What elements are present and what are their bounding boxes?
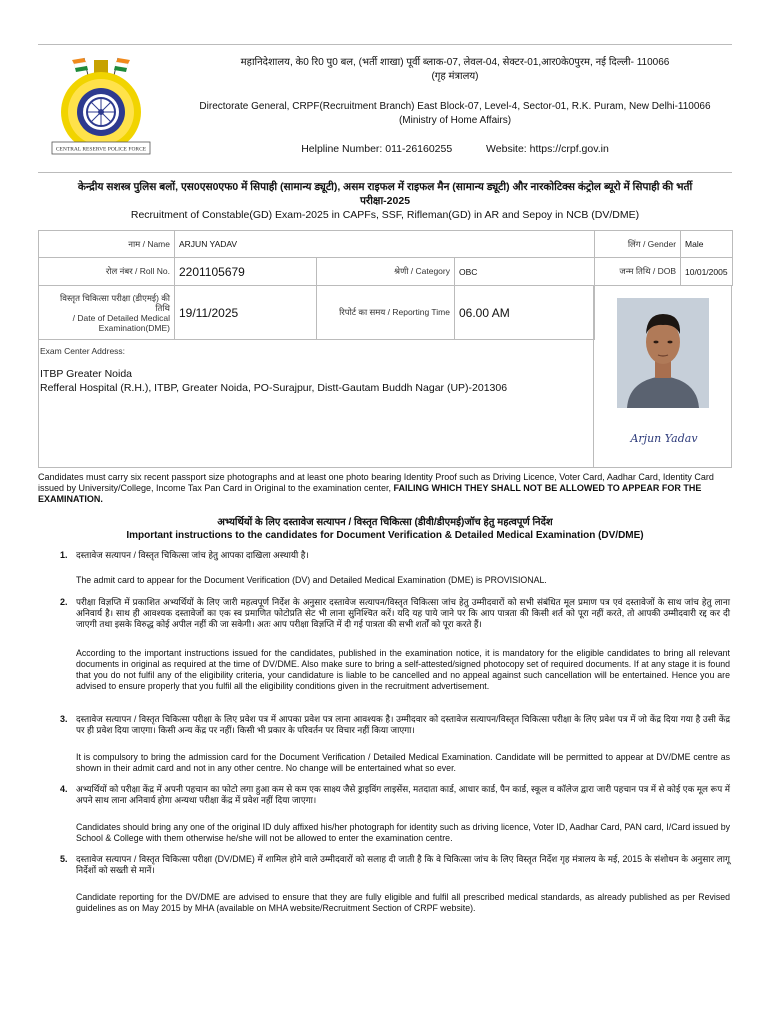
exam-title-hindi-line1: केन्द्रीय सशस्त्र पुलिस बलों, एस0एस0एफ0 में सिपाही (सामान्य ड्यूटी), असम राइफल में राइफल मैन (सामान्य ड्यूटी) और नारकोटिक्स कंट्रोल ब्यूरो में सिपाही की भर्ती xyxy=(77,181,693,193)
exam-center-address: Refferal Hospital (R.H.), ITBP, Greater Noida, PO-Surajpur, Distt-Gautam Buddh Nagar (UP)-201306 xyxy=(40,382,508,394)
candidate-gender: Male xyxy=(681,231,733,258)
instruction-4-hindi: अभ्यर्थियों को परीक्षा केंद्र में अपनी पहचान का फोटो लगा हुआ कम से कम एक साक्ष्य जैसे ड्राइविंग लाइसेंस, मतदाता कार्ड, आधार कार्ड, पैन कार्ड, स्कूल व कॉलेज द्वारा जारी पहचान पत्र में से कोई एक मूल रूप में अपने साथ लाना अनिवार्य होगा अन्यथा परीक्षा केंद्र में प्रवेश नहीं दिया जाएगा। xyxy=(76,784,730,805)
exam-center-name: ITBP Greater Noida xyxy=(40,368,133,380)
signature-text: Arjun Yadav xyxy=(630,432,698,445)
dme-date-label xyxy=(39,286,175,340)
instruction-4-english: Candidates should bring any one of the original ID duly affixed his/her photograph for identity such as driving licence, Voter ID, Aadhar Card, PAN card, I/Card issued by School & College with them otherwise he/she will not be allowed to enter the examination centre. xyxy=(76,822,730,843)
top-divider xyxy=(38,44,732,45)
helpline-number: Helpline Number: 011-26160255 xyxy=(301,143,453,155)
name-label: नाम / Name xyxy=(39,231,175,258)
reporting-time: 06.00 AM xyxy=(455,286,595,340)
website-link[interactable]: Website: https://crpf.gov.in xyxy=(486,143,609,155)
candidate-note xyxy=(38,472,732,505)
candidate-note-text: Candidates must carry six recent passport size photographs and at least one photo bearing Identity Proof such as Driving Licence, Voter Card, Aadhar Card, Identity Card issued by University/College, Income Tax Pan Card in Original to the examination center, xyxy=(38,472,714,493)
hindi-address: महानिदेशालय, के0 रि0 पु0 बल, (भर्ती शाखा) पूर्वी ब्लाक-07, लेवल-04, सेक्टर-01,आर0के0पुरम, नई दिल्ली- 110066 xyxy=(240,57,670,68)
exam-title-english: Recruitment of Constable(GD) Exam-2025 in CAPFs, SSF, Rifleman(GD) in AR and Sepoy in NCB (DV/DME) xyxy=(130,209,640,221)
english-ministry: (Ministry of Home Affairs) xyxy=(398,115,512,126)
instruction-5-hindi: दस्तावेज सत्यापन / विस्तृत चिकित्सा परीक्षा (DV/DME) में शामिल होने वाले उम्मीदवारों को सलाह दी जाती है कि वे चिकित्सा जांच के लिए विस्तृत निर्देश गृह मंत्रालय के मई, 2015 के संशोधन के अनुसार लागू निर्देशों को सख्ती से मानें। xyxy=(76,854,730,875)
candidate-category: OBC xyxy=(455,258,595,286)
instruction-4-number: 4. xyxy=(60,784,68,794)
instruction-3-english: It is compulsory to bring the admission card for the Document Verification / Detailed Medical Examination. Candidate will be permitted to appear at DV/DME centre as shown in their admit card and not in any other centre. No change will be entertained what so ever. xyxy=(76,752,730,773)
dme-date-label-english: / Date of Detailed Medical Examination(DME) xyxy=(72,312,170,333)
roll-number: 2201105679 xyxy=(175,258,317,286)
header-divider xyxy=(38,172,732,173)
candidate-dob: 10/01/2005 xyxy=(681,258,733,286)
instructions-heading xyxy=(38,516,732,542)
dob-label: जन्म तिथि / DOB xyxy=(595,258,681,286)
dme-date-label-hindi: विस्तृत चिकित्सा परीक्षा (डीएमई) की तिथि xyxy=(60,292,170,313)
instruction-2-hindi: परीक्षा विज्ञप्ति में प्रकाशित अभ्यर्थियों के लिए जारी महत्वपूर्ण निर्देश के अनुसार दस्तावेज सत्यापन/विस्तृत चिकित्सा जांच हेतु उम्मीदवारों को सभी संबंधित मूल प्रमाण पत्र एवं दस्तावेजों के साथ जांच हेतु लाना अनिवार्य है। साथ ही आवश्यक दस्तावेजों का एक स्व प्रमाणित फोटोप्रति सेट भी लाना सुनिश्चित करें। यदि यह पाये जाने पर कि आप पात्रता की किसी शर्त को पूरा नहीं करते, तो आपकी उम्मीदवारी रद्द कर दी जाएगी तथा इसके विरुद्ध कोई अपील नहीं की जा सकेगी। अतः आप परीक्षा विज्ञप्ति में दी गई पात्रता की सभी शर्तों को पूरा करते हैं। xyxy=(76,597,730,629)
instruction-2-english: According to the important instructions issued for the candidates, published in the examination notice, it is mandatory for the eligible candidates to bring all relevant documents in original as required at the time of DV/DME. Also make sure to bring a self-attested/signed photocopy set of required documents. If at any stage it is found that you do not fulfil any of the eligibility criteria, your candidature is liable to be cancelled and no appeal against such cancellation will be entertained. Hence you are advised to ensure properly that you fulfil all the eligibility conditions given in the recruitment advertisement. xyxy=(76,648,730,691)
exam-center-label: Exam Center Address: xyxy=(40,346,126,356)
exam-title-hindi-line2: परीक्षा-2025 xyxy=(359,195,411,207)
logo-banner-text: CENTRAL RESERVE POLICE FORCE xyxy=(55,146,147,153)
hindi-ministry: (गृह मंत्रालय) xyxy=(431,71,479,82)
crpf-emblem-logo xyxy=(42,50,160,162)
instruction-3-hindi: दस्तावेज सत्यापन / विस्तृत चिकित्सा परीक्षा के लिए प्रवेश पत्र में आपका प्रवेश पत्र लाना आवश्यक है। उम्मीदवार को दस्तावेज सत्यापन/विस्तृत चिकित्सा परीक्षा के लिए प्रवेश पत्र में जो केंद्र दिया गया है उसी केंद्र पर ही प्रवेश दिया जाएगा। किसी अन्य केंद्र पर नहीं। किसी भी प्रकार के परिवर्तन पर विचार नहीं किया जाएगा। xyxy=(76,714,730,735)
instruction-1-number: 1. xyxy=(60,550,68,560)
dme-date: 19/11/2025 xyxy=(175,286,317,340)
instruction-5-english: Candidate reporting for the DV/DME are advised to ensure that they are fully eligible and fulfil all prescribed medical standards, as already published as per Revised guidelines as on May 2015 by MHA (available on MHA website/Recruitment Section of CRPF website). xyxy=(76,892,730,913)
instructions-heading-english: Important instructions to the candidates for Document Verification & Detailed Medical Examination (DV/DME) xyxy=(126,530,644,541)
candidate-signature xyxy=(600,418,728,458)
candidate-note-warning: FAILING WHICH THEY SHALL NOT BE ALLOWED TO APPEAR FOR THE EXAMINATION. xyxy=(38,483,702,504)
category-label: श्रेणी / Category xyxy=(317,258,455,286)
exam-title xyxy=(38,180,732,222)
english-address: Directorate General, CRPF(Recruitment Branch) East Block-07, Level-4, Sector-01, R.K. Puram, New Delhi-110066 xyxy=(199,101,711,112)
instructions-heading-hindi: अभ्यर्थियों के लिए दस्तावेज सत्यापन / विस्तृत चिकित्सा (डीवी/डीएमई)जॉच हेतु महत्वपूर्ण निर्देश xyxy=(217,517,553,528)
instruction-2-number: 2. xyxy=(60,597,68,607)
candidate-photo xyxy=(617,298,709,408)
roll-label: रोल नंबर / Roll No. xyxy=(39,258,175,286)
gender-label: लिंग / Gender xyxy=(595,231,681,258)
instruction-5-number: 5. xyxy=(60,854,68,864)
candidate-name: ARJUN YADAV xyxy=(175,231,595,258)
instruction-1-hindi: दस्तावेज सत्यापन / विस्तृत चिकित्सा जांच हेतु आपका दाखिला अस्थायी है। xyxy=(76,550,309,560)
contact-line xyxy=(180,143,730,156)
exam-center-box xyxy=(38,340,594,468)
instruction-1-english: The admit card to appear for the Document Verification (DV) and Detailed Medical Examination (DME) is PROVISIONAL. xyxy=(76,575,547,585)
reporting-time-label: रिपोर्ट का समय / Reporting Time xyxy=(317,286,455,340)
instruction-3-number: 3. xyxy=(60,714,68,724)
